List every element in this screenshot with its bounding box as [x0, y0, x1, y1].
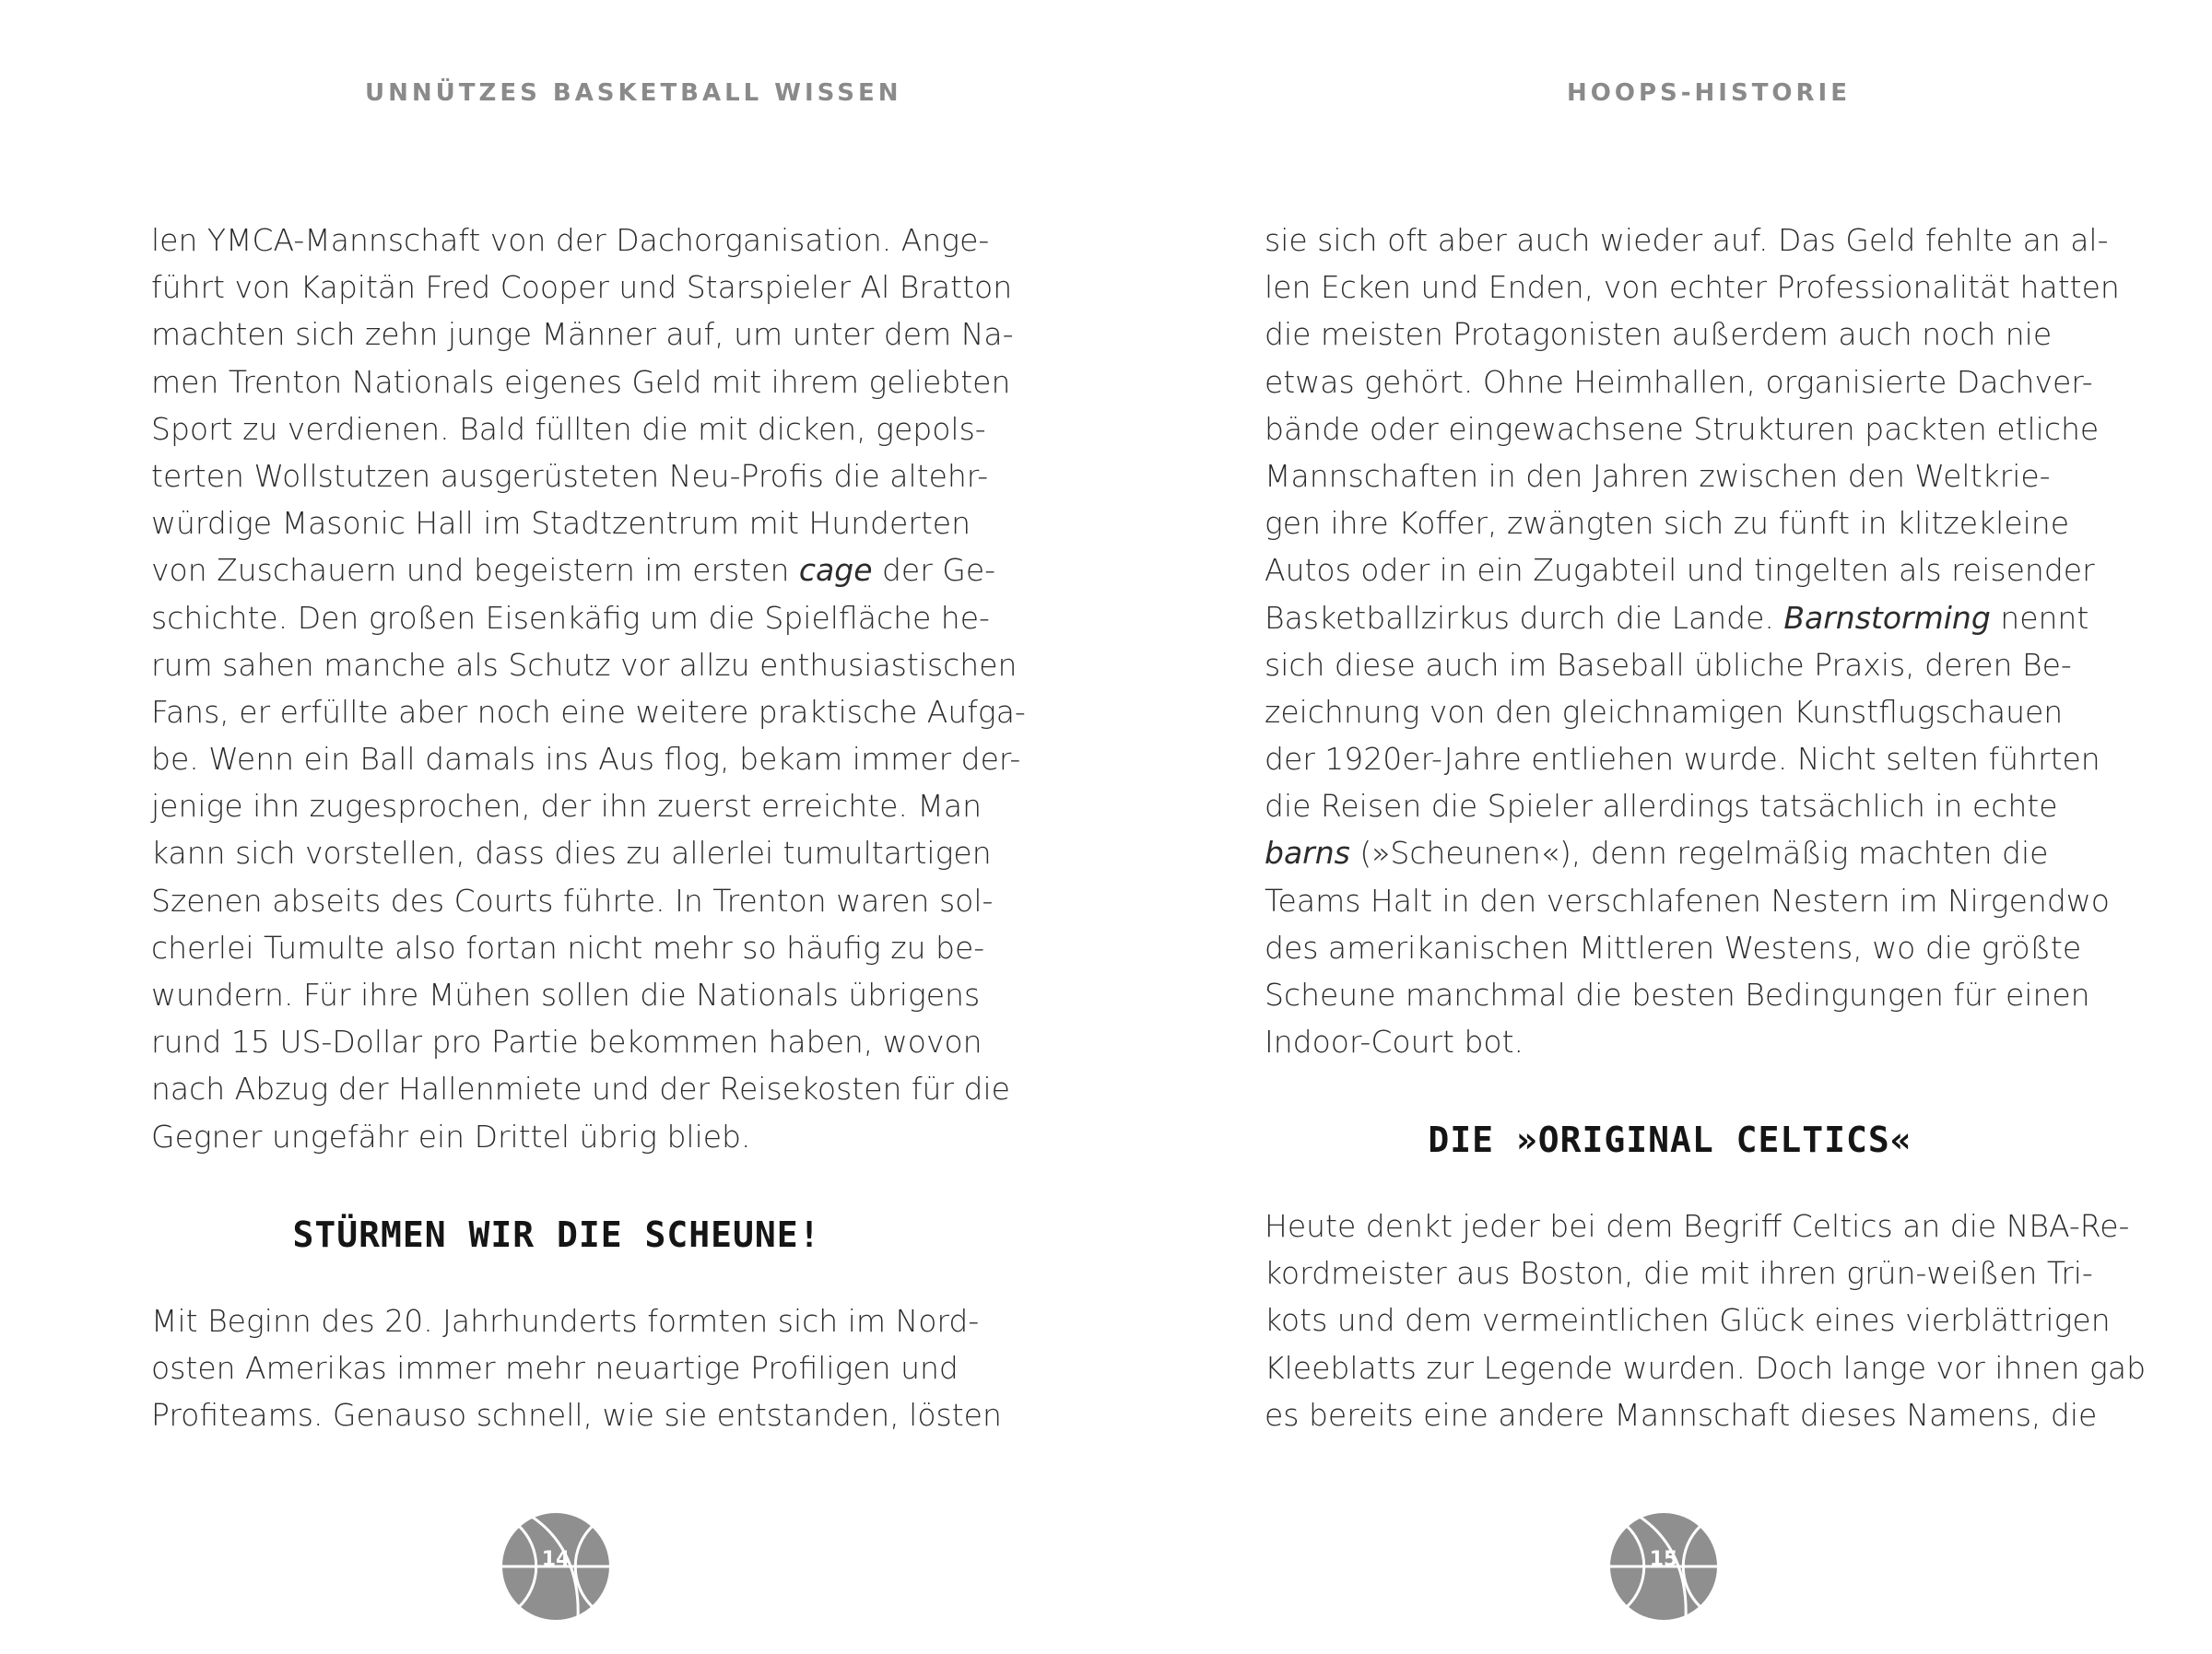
body-text-block [151, 217, 1026, 1160]
text-line: sich diese auch im Baseball übliche Praxis, deren Be- [1265, 646, 2072, 683]
page-number-folio [500, 1511, 611, 1622]
text-line: be. Wenn ein Ball damals ins Aus flog, bekam immer der- [151, 741, 1021, 778]
text-line: rund 15 US-Dollar pro Partie bekommen haben, wovon [151, 1024, 982, 1061]
section-heading: DIE »ORIGINAL CELTICS« [1428, 1120, 1912, 1160]
text-line: machten sich zehn junge Männer auf, um unter dem Na- [151, 316, 1014, 353]
text-line: Teams Halt in den verschlafenen Nestern im Nirgendwo [1265, 882, 2110, 919]
text-line: kordmeister aus Boston, die mit ihren grün-weißen Tri- [1265, 1255, 2093, 1292]
text-line: Indoor-Court bot. [1265, 1024, 1524, 1061]
text-line: osten Amerikas immer mehr neuartige Profiligen und [151, 1350, 959, 1387]
text-line: von Zuschauern und begeistern im ersten cage der Ge- [151, 552, 996, 589]
text-line: len Ecken und Enden, von echter Professionalität hatten [1265, 269, 2120, 306]
text-line: jenige ihn zugesprochen, der ihn zuerst erreichte. Man [151, 788, 982, 825]
text-line: etwas gehört. Ohne Heimhallen, organisierte Dachver- [1265, 363, 2093, 400]
text-line: wundern. Für ihre Mühen sollen die Nationals übrigens [151, 977, 981, 1013]
right-page [1106, 0, 2212, 1654]
text-line: Sport zu verdienen. Bald füllten die mit dicken, gepols- [151, 410, 986, 447]
page-number: 14 [541, 1548, 571, 1571]
text-line: Mannschaften in den Jahren zwischen den Weltkrie- [1265, 457, 2051, 494]
running-head: UNNÜTZES BASKETBALL WISSEN [365, 79, 902, 107]
text-line: Szenen abseits des Courts führte. In Trenton waren sol- [151, 882, 994, 919]
text-line: cherlei Tumulte also fortan nicht mehr so häufig zu be- [151, 929, 985, 966]
text-line: Scheune manchmal die besten Bedingungen für einen [1265, 977, 2090, 1013]
text-line: des amerikanischen Mittleren Westens, wo die größte [1265, 929, 2082, 966]
text-line: nach Abzug der Hallenmiete und der Reisekosten für die [151, 1071, 1010, 1108]
text-line: gen ihre Koffer, zwängten sich zu fünft in klitzekleine [1265, 505, 2070, 542]
text-line: sie sich oft aber auch wieder auf. Das Geld fehlte an al- [1265, 222, 2109, 258]
text-line: Heute denkt jeder bei dem Begriff Celtics an die NBA-Re- [1265, 1208, 2130, 1244]
body-text-block [1265, 1202, 2147, 1438]
text-line: Kleeblatts zur Legende wurden. Doch lange vor ihnen gab [1265, 1349, 2147, 1386]
section-heading: STÜRMEN WIR DIE SCHEUNE! [292, 1214, 821, 1255]
text-line: Autos oder in ein Zugabteil und tingelten als reisender [1265, 552, 2095, 589]
text-line: len YMCA-Mannschaft von der Dachorganisation. Ange- [151, 222, 990, 258]
text-line: Profiteams. Genauso schnell, wie sie entstanden, lösten [151, 1397, 1002, 1434]
body-text-block [151, 1297, 1002, 1439]
body-text-block [1265, 217, 2120, 1065]
text-line: Mit Beginn des 20. Jahrhunderts formten sich im Nord- [151, 1303, 980, 1339]
running-head: HOOPS-HISTORIE [1567, 79, 1851, 107]
text-line: men Trenton Nationals eigenes Geld mit ihrem geliebten [151, 363, 1011, 400]
text-line: der 1920er-Jahre entliehen wurde. Nicht selten führten [1265, 741, 2100, 778]
text-line: würdige Masonic Hall im Stadtzentrum mit Hunderten [151, 505, 971, 542]
text-line: Fans, er erfüllte aber noch eine weitere praktische Aufga- [151, 693, 1026, 730]
text-line: bände oder eingewachsene Strukturen packten etliche [1265, 410, 2100, 447]
text-line: führt von Kapitän Fred Cooper und Starspieler Al Bratton [151, 269, 1013, 306]
text-line: barns (»Scheunen«), denn regelmäßig machten die [1265, 835, 2049, 872]
text-line: kots und dem vermeintlichen Glück eines vierblättrigen [1265, 1302, 2111, 1339]
text-line: die meisten Protagonisten außerdem auch noch nie [1265, 316, 2053, 353]
text-line: kann sich vorstellen, dass dies zu allerlei tumultartigen [151, 835, 992, 872]
text-line: rum sahen manche als Schutz vor allzu enthusiastischen [151, 646, 1018, 683]
text-line: terten Wollstutzen ausgerüsteten Neu-Profis die altehr- [151, 457, 989, 494]
text-line: die Reisen die Spieler allerdings tatsächlich in echte [1265, 788, 2058, 825]
text-line: Gegner ungefähr ein Drittel übrig blieb. [151, 1118, 751, 1155]
page-number: 15 [1649, 1548, 1678, 1571]
text-line: zeichnung von den gleichnamigen Kunstflugschauen [1265, 693, 2064, 730]
text-line: schichte. Den großen Eisenkäfig um die Spielfläche he- [151, 599, 990, 636]
text-line: Basketballzirkus durch die Lande. Barnstorming nennt [1265, 599, 2089, 636]
text-line: es bereits eine andere Mannschaft dieses Namens, die [1265, 1396, 2098, 1433]
page-number-folio [1608, 1511, 1719, 1622]
